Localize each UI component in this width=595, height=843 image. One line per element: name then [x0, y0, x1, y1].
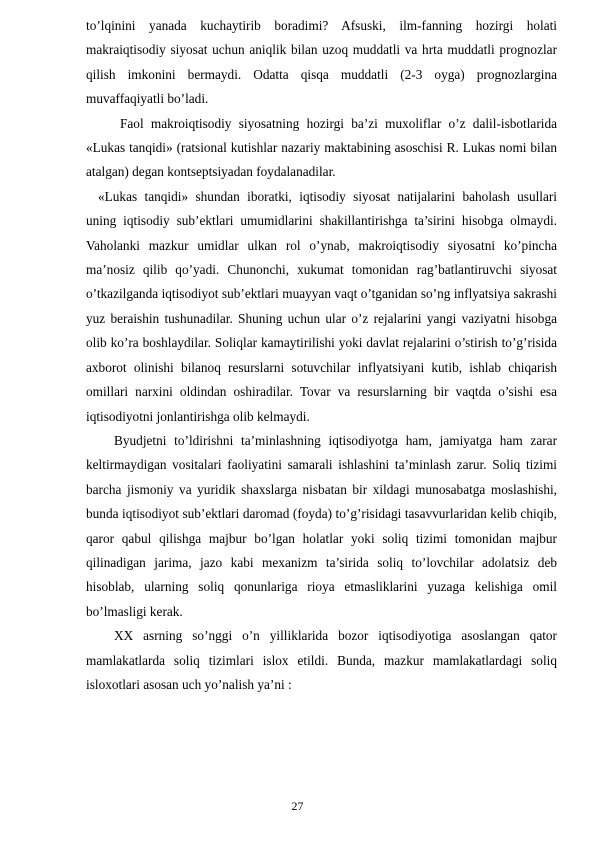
document-body — [86, 14, 557, 697]
paragraph-2: Faol makroiqtisodiy siyosatning hozirgi ba’zi muxoliflar o’z dalil-isbotlarida «Lukas tanqidi» (ratsional kutishlar nazariy maktabining asoschisi R. Lukas nomi bilan atalgan) degan kontseptsiyadan foydalanadilar. — [86, 115, 557, 180]
paragraph-4: Byudjetni to’ldirishni ta’minlashning iqtisodiyotga ham, jamiyatga ham zarar keltirmaydigan vositalari faoliyatini samarali ishlashini ta’minlash zarur. Soliq tizimi barcha jismoniy va yuridik shaxslarga nisbatan bir xildagi munosabatga moslashishi, bunda iqtisodiyot sub’ektlari daromad (foyda) to’g’risidagi tasavvurlaridan kelib chiqib, qaror qabul qilishga majbur bo’lgan holatlar yoki soliq tizimi tomonidan majbur qilinadigan jarima, jazo kabi mexanizm ta’sirida soliq to’lovchilar adolatsiz deb hisoblab, ularning soliq qonunlariga rioya etmasliklarini yuzaga kelishiga omil bo’lmasligi kerak. — [86, 432, 557, 619]
paragraph-3: «Lukas tanqidi» shundan iboratki, iqtisodiy siyosat natijalarini baholash usullari uning iqtisodiy sub’ektlari umumidlarini shakillantirishga ta’sirini hisobga olmaydi. Vaholanki mazkur umidlar ulkan rol o’ynab, makroiqtisodiy siyosatni ko’pincha ma’nosiz qilib qo’yadi. Chunonchi, xukumat tomonidan rag’batlantiruvchi siyosat o’tkazilganda iqtisodiyot sub’ektlari muayyan vaqt o’tganidan so’ng inflyatsiya sakrashi yuz beraishin tushunadilar. Shuning uchun ular o’z rejalarini yangi vaziyatni hisobga olib ko’ra boshlaydilar. Soliqlar kamaytirilishi yoki davlat rejalarini o’stirish to’g’risida axborot olinishi bilanoq resurslarni sotuvchilar inflyatsiyani kutib, ishlab chiqarish omillari narxini oldindan oshiradilar. Tovar va resurslarning bir vaqtda o’sishi esa iqtisodiyotni jonlantirishga olib kelmaydi. — [86, 188, 557, 424]
page-number: 27 — [291, 799, 304, 813]
paragraph-1: to’lqinini yanada kuchaytirib boradimi? Afsuski, ilm-fanning hozirgi holati makraiqtisodiy siyosat uchun aniqlik bilan uzoq muddatli va hrta muddatli prognozlar qilish imkonini bermaydi. Odatta qisqa muddatli (2-3 oyga) prognozlargina muvaffaqiyatli bo’ladi. — [86, 18, 557, 107]
paragraph-5: XX asrning so’nggi o’n yilliklarida bozor iqtisodiyotiga asoslangan qator mamlakatlarda soliq tizimlari islox etildi. Bunda, mazkur mamlakatlardagi soliq isloxotlari asosan uch yo’nalish ya’ni : — [86, 628, 557, 692]
